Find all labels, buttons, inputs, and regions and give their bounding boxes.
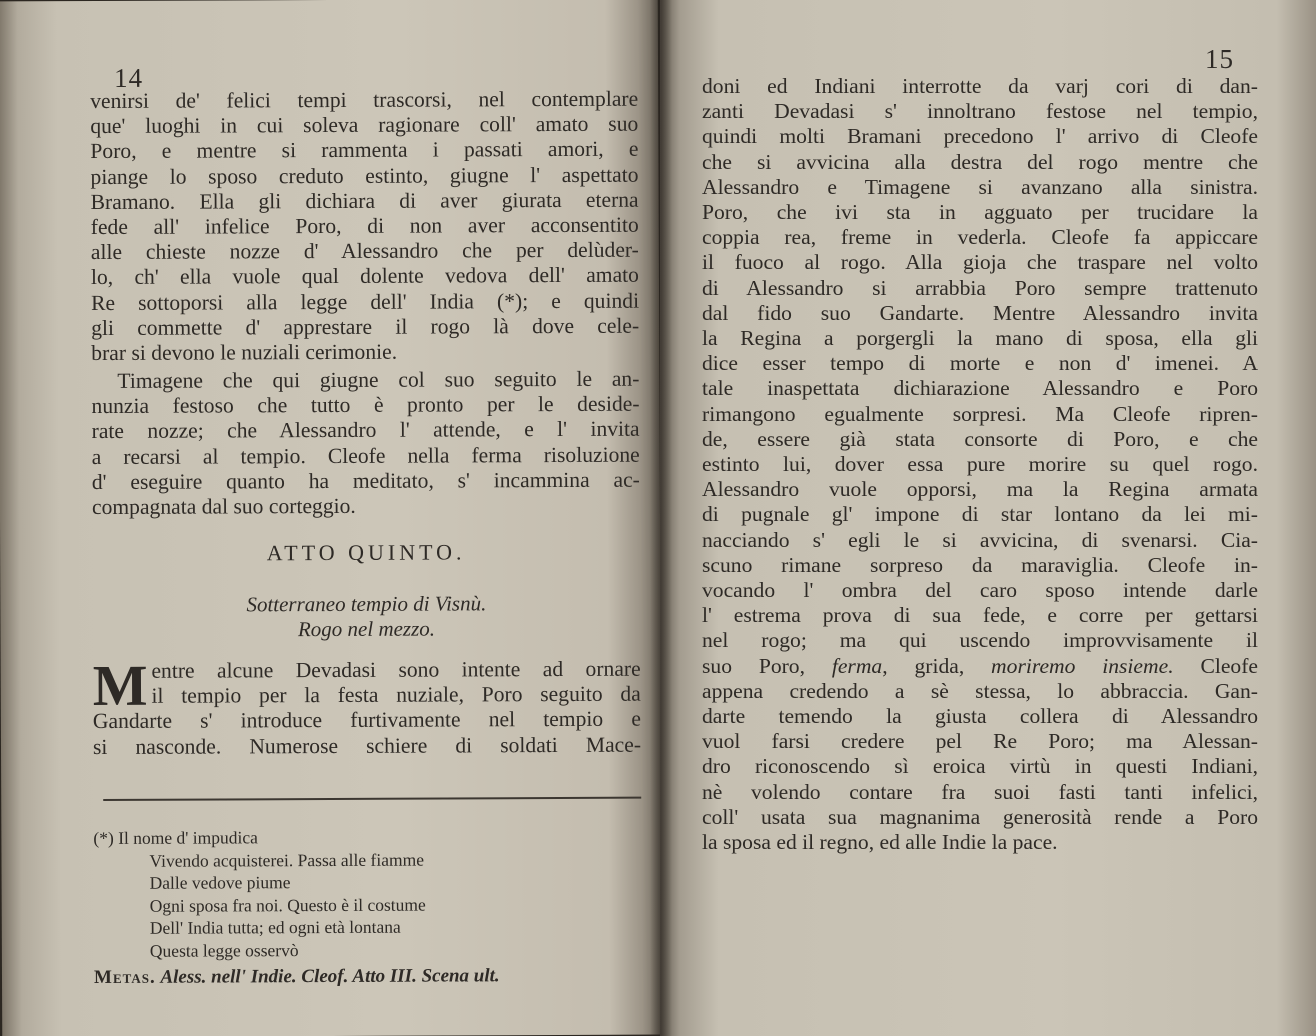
text-line: si nasconde. Numerose schiere di soldati Mace- bbox=[92, 732, 642, 759]
text-line: nacciando s' egli le si avvicina, di svenarsi. Cia- bbox=[702, 527, 1258, 552]
text-line: coppia rea, freme in vederla. Cleofe fa appiccare bbox=[702, 225, 1258, 250]
text-line: dal fido suo Gandarte. Mentre Alessandro invita bbox=[702, 300, 1258, 325]
text-line: il fuoco al rogo. Alla gioja che traspare nel volto bbox=[702, 250, 1258, 275]
text-line: nè volendo contare fra suoi fasti tanti infelici, bbox=[702, 779, 1258, 804]
text-line: vocando l' ombra del caro sposo intende darle bbox=[702, 578, 1258, 603]
right-page bbox=[660, 0, 1316, 1036]
text-line: dro riconoscendo sì eroica virtù in questi Indiani, bbox=[702, 754, 1258, 779]
text-line: che si avvicina alla destra del rogo mentre che bbox=[702, 149, 1258, 174]
text-line: lo, ch' ella vuole qual dolente vedova dell' amato bbox=[90, 263, 639, 290]
text-line: appena credendo a sè stessa, lo abbraccia. Gan- bbox=[702, 678, 1258, 703]
text-line: Poro, e mentre si rammenta i passati amori, e bbox=[90, 137, 639, 164]
text-line: d' eseguire quanto ha meditato, s' incammina ac- bbox=[91, 467, 640, 494]
citation-author: Metas. bbox=[93, 966, 156, 989]
text-line: coll' usata sua magnanima generosità rende a Poro bbox=[702, 804, 1258, 829]
act-heading: ATTO QUINTO. bbox=[266, 539, 466, 566]
text-line: entre alcune Devadasi sono intente ad ornare bbox=[151, 656, 641, 683]
text-line: Alessandro e Timagene si avanzano alla sinistra. bbox=[702, 174, 1258, 199]
text-line: compagnata dal suo corteggio. bbox=[91, 493, 356, 520]
paragraph-1 bbox=[90, 87, 639, 367]
text-line: de, essere già stata consorte di Poro, e che bbox=[702, 426, 1258, 451]
text-line: alle chieste nozze d' Alessandro che per delùder- bbox=[90, 237, 639, 265]
text-line: vuol farsi credere pel Re Poro; ma Alessan- bbox=[702, 729, 1258, 754]
footnote-line: Questa legge osservò bbox=[149, 939, 299, 961]
drop-cap: M bbox=[92, 652, 148, 719]
footnote-line: (*) Il nome d' impudica bbox=[93, 827, 258, 849]
text-line: brar si devono le nuziali cerimonie. bbox=[91, 339, 398, 366]
text-line: scuno rimane sorpreso da maraviglia. Cleofe in- bbox=[702, 552, 1258, 577]
text-line: la Regina a porgergli la mano di sposa, ella gli bbox=[702, 326, 1258, 351]
italic-run: moriremo insieme. bbox=[991, 653, 1174, 678]
text-line: Alessandro vuole opporsi, ma la Regina armata bbox=[702, 477, 1258, 502]
paragraph-3 bbox=[92, 652, 642, 760]
text-line-with-italics bbox=[702, 654, 1258, 679]
text-line: quindi molti Bramani precedono l' arrivo di Cleofe bbox=[702, 124, 1258, 149]
footnote-citation bbox=[94, 965, 500, 989]
footnote-line: Ogni sposa fra noi. Questo è il costume bbox=[149, 894, 426, 916]
text-line: la sposa ed il regno, ed alle Indie la pace. bbox=[702, 830, 1058, 855]
paragraph-2 bbox=[91, 367, 640, 521]
text-line: Re sottoporsi alla legge dell' India (*); e quindi bbox=[91, 288, 640, 315]
citation-work: Aless. nell' Indie. Cleof. Atto III. Scena ult. bbox=[160, 965, 500, 988]
text-line: Gandarte s' introduce furtivamente nel tempio e bbox=[92, 707, 641, 734]
page-number-right: 15 bbox=[1205, 44, 1234, 74]
text-line: di Alessandro si arrabbia Poro sempre trattenuto bbox=[702, 275, 1258, 300]
text-line: rate nozze; che Alessandro l' attende, e l' invita bbox=[91, 417, 640, 444]
text-line: a recarsi al tempio. Cleofe nella ferma risoluzione bbox=[91, 442, 640, 469]
text-line: piange lo sposo creduto estinto, giugne l' aspettato bbox=[90, 162, 639, 189]
text-line: dice esser tempo di morte e non d' imenei. A bbox=[702, 351, 1258, 376]
text-line: rimangono egualmente sorpresi. Ma Cleofe ripren- bbox=[702, 401, 1258, 426]
text-line: Bramano. Ella gli dichiara di aver giurata eterna bbox=[90, 187, 639, 214]
text-line: tale inaspettata dichiarazione Alessandro e Poro bbox=[702, 376, 1258, 401]
scene-description: Rogo nel mezzo. bbox=[297, 616, 436, 642]
footnote-line: Dalle vedove piume bbox=[149, 872, 291, 893]
text-line: doni ed Indiani interrotte da varj cori di dan- bbox=[702, 74, 1258, 98]
text-line: darte temendo la giusta collera di Alessandro bbox=[702, 704, 1258, 729]
text-line: Poro, che ivi sta in agguato per trucidare la bbox=[702, 200, 1258, 225]
text-line: nel rogo; ma qui uscendo improvvisamente il bbox=[702, 628, 1258, 653]
text-run: Cleofe bbox=[1200, 653, 1258, 678]
page-number-left: 14 bbox=[114, 62, 144, 93]
text-line: l' estrema prova di sua fede, e corre per gettarsi bbox=[702, 603, 1258, 628]
text-line: venirsi de' felici tempi trascorsi, nel contemplare bbox=[90, 86, 639, 114]
text-line: gli commette d' apprestare il rogo là dove cele- bbox=[91, 313, 640, 340]
text-line: nunzia festoso che tutto è pronto per le deside- bbox=[91, 391, 640, 419]
footnote-line: Vivendo acquisterei. Passa alle fiamme bbox=[149, 849, 425, 871]
text-run: , grida, bbox=[882, 653, 965, 678]
paragraph-continued bbox=[702, 74, 1258, 855]
text-line: di pugnale gl' impone di star lontano da lei mi- bbox=[702, 502, 1258, 527]
text-line: zanti Devadasi s' innoltrano festose nel tempio, bbox=[702, 99, 1258, 124]
scene-description: Sotterraneo tempio di Visnù. bbox=[246, 591, 487, 617]
text-line: estinto lui, dover essa pure morire su quel rogo. bbox=[702, 452, 1258, 477]
footnote bbox=[93, 825, 654, 962]
text-line: Timagene che qui giugne col suo seguito le an- bbox=[117, 366, 640, 393]
italic-run: ferma bbox=[831, 653, 883, 678]
footnote-line: Dell' India tutta; ed ogni età lontana bbox=[149, 916, 401, 938]
text-run: suo Poro, bbox=[702, 653, 806, 678]
text-line: il tempio per la festa nuziale, Poro seguito da bbox=[151, 681, 641, 708]
text-line: fede all' infelice Poro, di non aver acconsentito bbox=[90, 212, 639, 240]
text-line: que' luoghi in cui soleva ragionare coll' amato suo bbox=[90, 111, 639, 139]
footnote-rule bbox=[103, 797, 641, 801]
